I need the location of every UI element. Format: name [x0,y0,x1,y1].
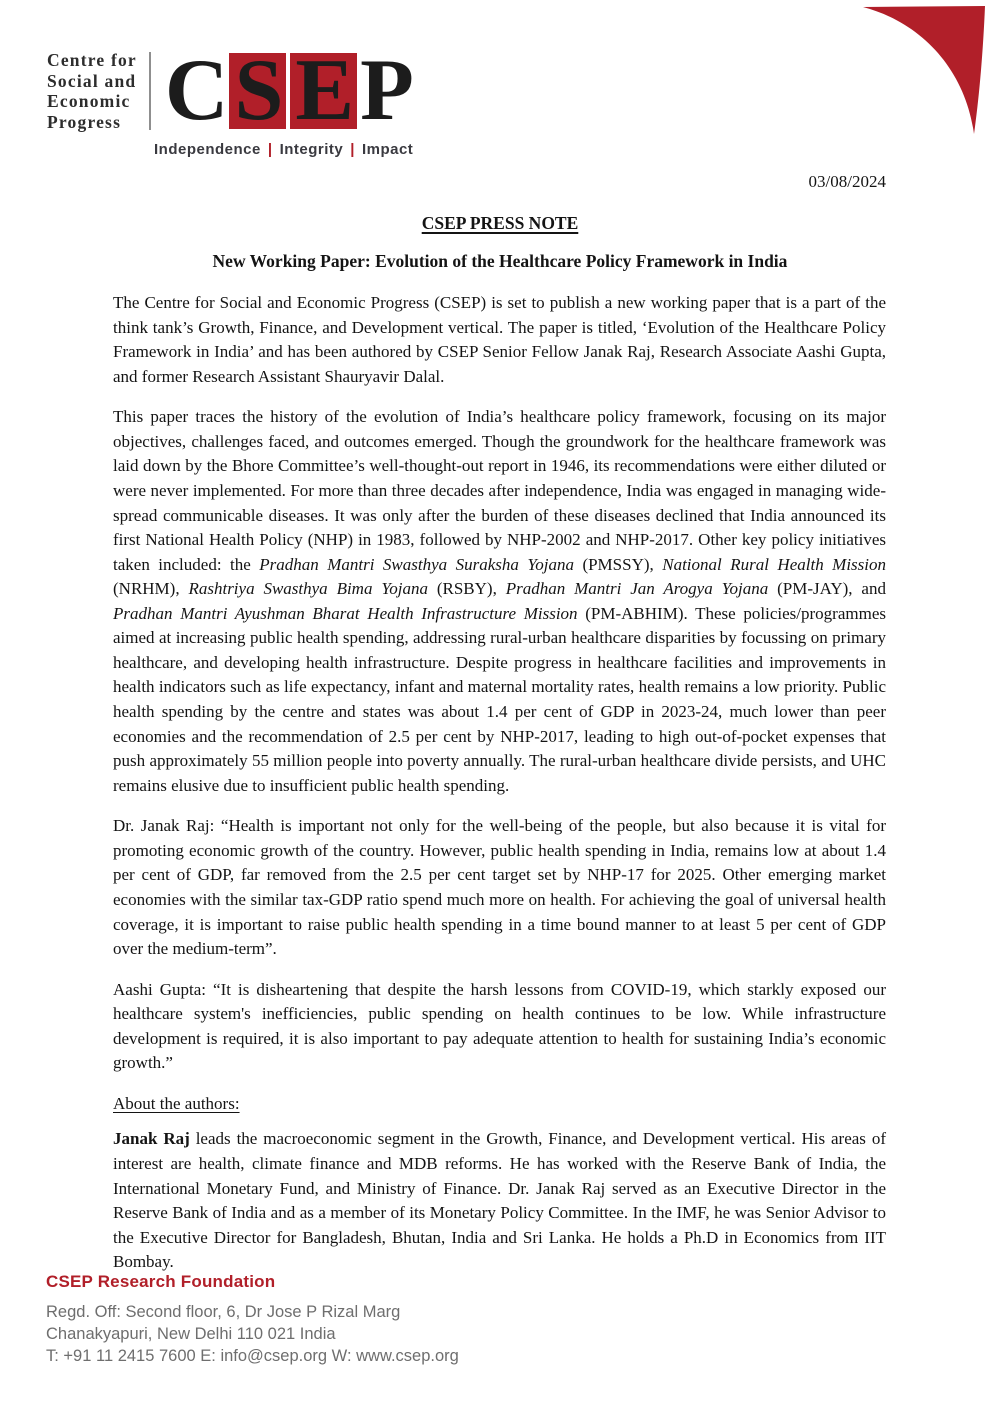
logo-org-line: Economic [47,91,131,111]
body-paragraph: Dr. Janak Raj: “Health is important not only for the well-being of the people, but also because it is vital for promoting economic growth of the country. However, public health spending in India, remains low at about 1.4 per cent of GDP, far removed from the 2.5 per cent target set by NHP-17 for 2025. Other emerging market economies with the similar tax-GDP ratio spend much more on health. For achieving the goal of universal health coverage, it is important to raise public health spending in a time bound manner to at least 5 per cent of GDP over the medium-term”. [113,816,886,959]
logo-org-line: Progress [47,111,122,132]
press-note-title: CSEP PRESS NOTE [421,213,579,233]
corner-accent-shape [863,6,988,138]
tagline-item: Integrity [279,141,344,158]
footer-address-block [46,1301,459,1367]
logo-org-line: Social and [47,70,137,91]
logo-letters [164,42,413,139]
tagline-item: Impact [361,141,414,158]
logo-letter-p: P [360,42,412,139]
date-label: 03/08/2024 [808,172,886,191]
tagline-item: Independence [154,141,261,158]
body-paragraph: The Centre for Social and Economic Progress (CSEP) is set to publish a new working paper that is a part of the think tank’s Growth, Finance, and Development vertical. The paper is titled, ‘Evolution of the Healthcare Policy Framework in India’ and has been authored by CSEP Senior Fellow Janak Raj, Research Associate Aashi Gupta, and former Research Assistant Shauryavir Dalal. [113,293,886,386]
csep-logo [47,42,1000,139]
logo-red-tile [290,42,357,139]
logo-letter-c: C [164,42,227,139]
logo-tagline [154,141,1000,158]
body-paragraph: This paper traces the history of the evolution of India’s healthcare policy framework, focusing on its major objectives, challenges faced, and outcomes emerged. Though the groundwork for the healthcare framework was laid down by the Bhore Committee’s well-thought-out report in 1946, its recommendations were either diluted or were never implemented. For more than three decades after independence, India was engaged in managing wide-spread communicable diseases. It was only after the burden of these diseases declined that India announced its first National Health Policy (NHP) in 1983, followed by NHP-2002 and NHP-2017. Other key policy initiatives taken included: the Pradhan Mantri Swasthya Suraksha Yojana (PMSSY), National Rural Health Mission (NRHM), Rashtriya Swasthya Bima Yojana (RSBY), Pradhan Mantri Jan Arogya Yojana (PM-JAY), and Pradhan Mantri Ayushman Bharat Health Infrastructure Mission (PM-ABHIM). These policies/programmes aimed at increasing public health spending, addressing rural-urban healthcare disparities by focussing on primary healthcare, and developing health infrastructure. Despite progress in healthcare facilities and improvements in health indicators such as life expectancy, infant and maternal mortality rates, health remains a low priority. Public health spending by the centre and states was about 1.4 per cent of GDP in 2023-24, much lower than peer economies and the recommendation of 2.5 per cent by NHP-2017, leading to high out-of-pocket expenses that push approximately 55 million people into poverty annually. The rural-urban healthcare divide persists, and UHC remains elusive due to insufficient public health spending. [113,407,886,795]
logo-divider [149,52,151,130]
body-paragraph: Aashi Gupta: “It is disheartening that despite the harsh lessons from COVID-19, which starkly exposed our healthcare system's inefficiencies, public spending on health continues to be low. While infrastructure development is required, it is also important to pay adequate attention to health for sustaining India’s economic growth.” [113,979,886,1073]
logo-org-line: Centre for [47,50,137,70]
header [0,0,1000,158]
tagline-separator: | [267,141,273,158]
paper-subtitle: New Working Paper: Evolution of the Healthcare Policy Framework in India [212,251,788,271]
logo-org-name [47,50,137,132]
footer-contact-line: T: +91 11 2415 7600 E: info@csep.org W: www.csep.org [46,1347,459,1366]
body-paragraph: Janak Raj leads the macroeconomic segment in the Growth, Finance, and Development vertical. His areas of interest are health, climate finance and MDB reforms. He has worked with the Reserve Bank of India, the International Monetary Fund, and Ministry of Finance. Dr. Janak Raj served as an Executive Director in the Reserve Bank of India and as a member of its Monetary Policy Committee. In the IMF, he was Senior Advisor to the Executive Director for Bangladesh, Bhutan, India and Sri Lanka. He holds a Ph.D in Economics from IIT Bombay. [113,1129,886,1272]
author-bio [113,1127,886,1274]
tagline-separator: | [350,141,355,158]
footer-address-line: Chanakyapuri, New Delhi 110 021 India [46,1325,336,1344]
about-authors-heading: About the authors: [113,1093,240,1113]
footer-address-line: Regd. Off: Second floor, 6, Dr Jose P Rizal Marg [46,1303,401,1321]
logo-red-tile [229,42,286,139]
footer-org-name: CSEP Research Foundation [46,1272,276,1291]
footer [46,1272,459,1367]
logo-letter-s: S [234,42,282,139]
body-paragraphs [113,291,886,1076]
body-content [113,291,886,1275]
logo-letter-e: E [295,42,353,139]
